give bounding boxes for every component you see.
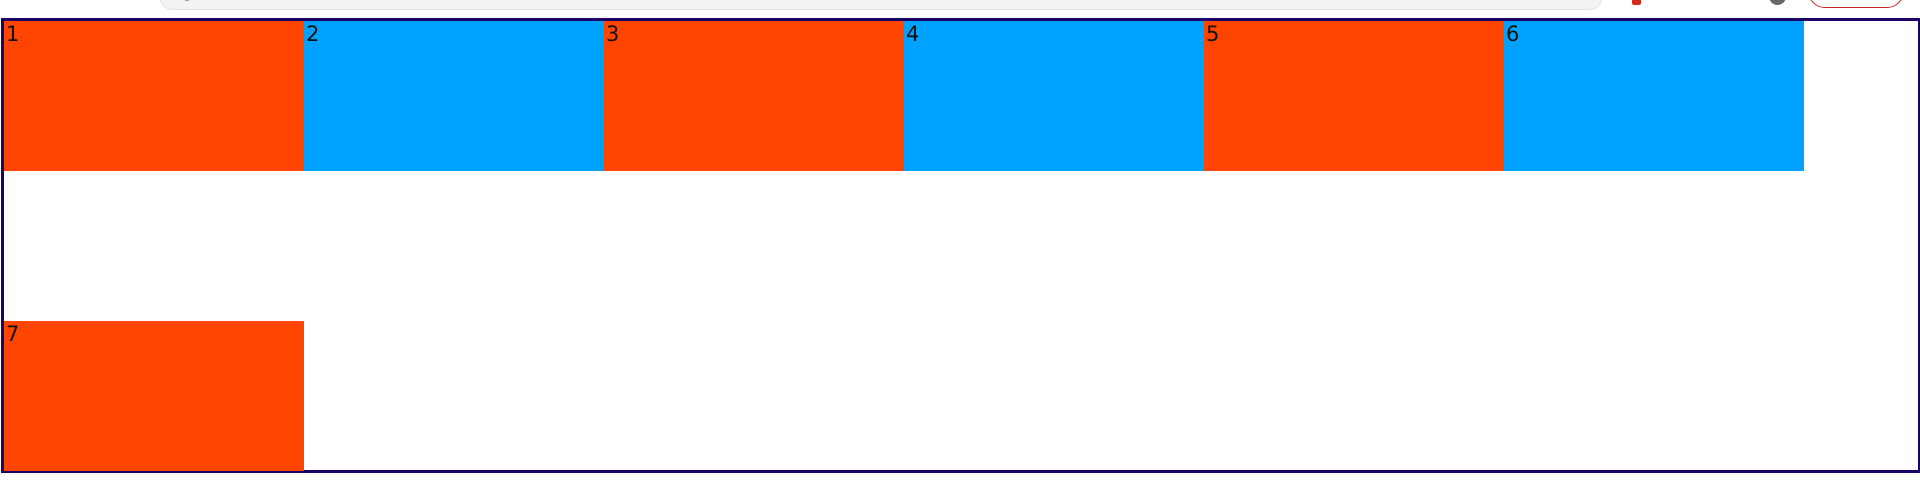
grid-empty-row-cell — [1504, 171, 1804, 321]
grid-item-3 — [604, 21, 904, 171]
grid-item-4 — [904, 21, 1204, 171]
grid-item-label: 5 — [1206, 22, 1220, 46]
grid-empty-row-cell — [4, 171, 304, 321]
grid-item-6 — [1504, 21, 1804, 171]
grid-item-label: 3 — [606, 22, 620, 46]
grid-item-7 — [4, 321, 304, 471]
grid-empty-row-cell — [904, 171, 1204, 321]
grid-empty-row-cell — [1204, 171, 1504, 321]
grid-item-2 — [304, 21, 604, 171]
grid-item-label: 2 — [306, 22, 320, 46]
grid-container — [1, 18, 1920, 473]
search-icon — [183, 0, 191, 1]
address-bar[interactable] — [160, 0, 1602, 10]
grid-item-label: 4 — [906, 22, 920, 46]
browser-top-strip — [0, 0, 1920, 18]
grid-empty-row-cell — [604, 171, 904, 321]
red-extension-icon[interactable] — [1632, 0, 1641, 5]
grid-item-1 — [4, 21, 304, 171]
grid-item-label: 7 — [6, 322, 20, 346]
grid-item-5 — [1204, 21, 1504, 171]
grid-item-label: 6 — [1506, 22, 1520, 46]
grid-item-label: 1 — [6, 22, 20, 46]
grid-empty-row-cell — [304, 171, 604, 321]
profile-icon[interactable] — [1769, 0, 1786, 5]
red-outline-button[interactable] — [1808, 0, 1904, 8]
